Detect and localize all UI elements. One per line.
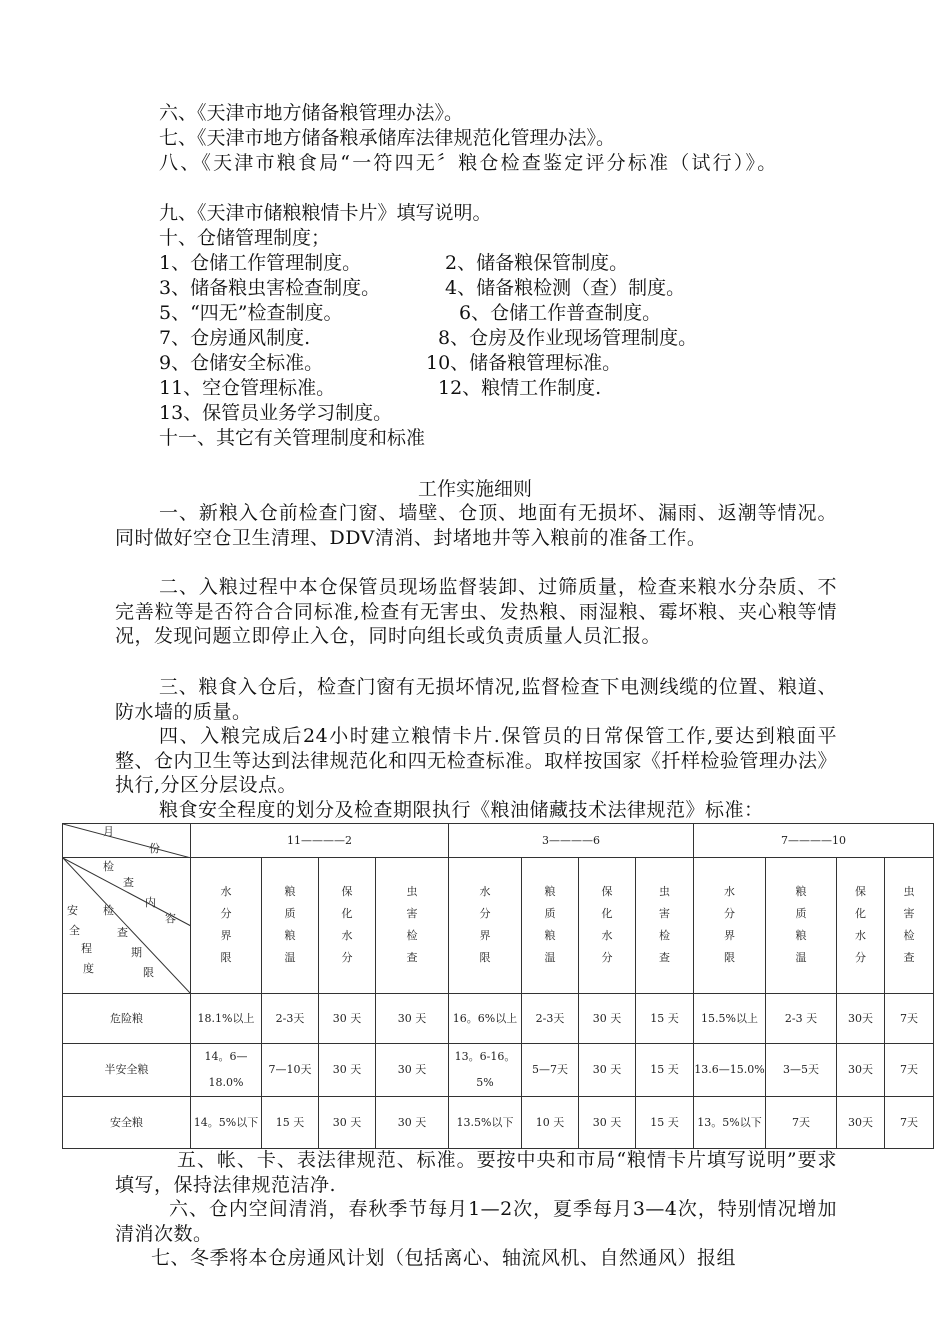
corner-xian: 限 xyxy=(143,966,154,979)
row-label: 危险粮 xyxy=(63,994,191,1044)
table-cell: 15 天 xyxy=(636,1097,694,1149)
table-row xyxy=(63,1044,934,1097)
paragraph-7: 七、冬季将本仓房通风计划（包括离心、轴流风机、自然通风）报组 xyxy=(151,1247,737,1269)
table-cell: 3—5天 xyxy=(766,1044,837,1097)
paragraph-4: 四、入粮完成后24小时建立粮情卡片.保管员的日常保管工作,要达到粮面平整、仓内卫生等达到法律规范化和四无检查标准。取样按国家《扦样检验管理办法》执行,分区分层设点。 xyxy=(115,725,837,796)
subhead-quality: 粮质粮温 xyxy=(262,858,319,994)
corner-diagonal xyxy=(63,824,191,858)
table-cell: 18.1%以上 xyxy=(191,994,262,1044)
subhead-baohua: 保化水分 xyxy=(579,858,636,994)
sub-item-9: 9、仓储安全标准。 xyxy=(159,352,324,374)
subhead-pest: 虫害检查 xyxy=(376,858,449,994)
corner-month: 月 xyxy=(103,825,114,838)
row-label: 半安全粮 xyxy=(63,1044,191,1097)
paragraph-3: 三、粮食入仓后，检查门窗有无损坏情况,监督检查下电测线缆的位置、粮道、防水墙的质量。 xyxy=(115,676,837,723)
table-cell: 30 天 xyxy=(319,1097,376,1149)
table-cell: 14。5%以下 xyxy=(191,1097,262,1149)
table-cell: 13。5%以下 xyxy=(694,1097,766,1149)
table-cell: 5—7天 xyxy=(522,1044,579,1097)
paragraph-6: 六、仓内空间清消，春秋季节每月1—2次，夏季每月3—4次，特别情况增加清消次数。 xyxy=(115,1198,837,1245)
list-item-9: 九、《天津市储粮粮情卡片》填写说明。 xyxy=(159,202,492,224)
paragraph-1: 一、新粮入仓前检查门窗、墙壁、仓顶、地面有无损坏、漏雨、返潮等情况。同时做好空仓卫生清理、DDV清消、封堵地井等入粮前的准备工作。 xyxy=(115,502,837,549)
corner-anquan: 安 xyxy=(67,904,78,917)
table-cell: 30 天 xyxy=(579,1097,636,1149)
sub-item-8: 8、仓房及作业现场管理制度。 xyxy=(438,327,698,349)
sub-item-2: 2、储备粮保管制度。 xyxy=(445,252,629,274)
paragraph-2: 二、入粮过程中本仓保管员现场监督装卸、过筛质量，检查来粮水分杂质、不完善粒等是否符合合同标准,检查有无害虫、发热粮、雨湿粮、霉坏粮、夹心粮等情况，发现问题立即停止入仓，同时向组长或负责质量人员汇报。 xyxy=(115,576,837,647)
subhead-baohua: 保化水分 xyxy=(837,858,885,994)
table-cell: 2-3天 xyxy=(522,994,579,1044)
list-item-10: 十、仓储管理制度； xyxy=(159,227,331,249)
table-cell: 30 天 xyxy=(319,994,376,1044)
paragraph-4b: 粮食安全程度的划分及检查期限执行《粮油储藏技术法律规范》标准： xyxy=(159,799,764,821)
subhead-pest: 虫害检查 xyxy=(636,858,694,994)
sub-item-11: 11、空仓管理标准。 xyxy=(159,377,336,399)
list-item-7: 七、《天津市地方储备粮承储库法律规范化管理办法》。 xyxy=(159,127,616,149)
table-cell: 7天 xyxy=(885,1097,934,1149)
corner-rong: 容 xyxy=(165,912,176,925)
list-item-11: 十一、其它有关管理制度和标准 xyxy=(159,427,426,449)
table-cell: 2-3天 xyxy=(262,994,319,1044)
subhead-quality: 粮质粮温 xyxy=(522,858,579,994)
corner-du: 度 xyxy=(83,962,94,975)
table-cell: 15 天 xyxy=(636,1044,694,1097)
table-row xyxy=(63,994,934,1044)
table-cell: 7天 xyxy=(885,1044,934,1097)
sub-item-6: 6、仓储工作普查制度。 xyxy=(459,302,662,324)
sub-item-10: 10、储备粮管理标准。 xyxy=(426,352,622,374)
corner-cheng: 程 xyxy=(81,942,92,955)
table-corner-top xyxy=(63,824,191,858)
list-item-8: 八、《天津市粮食局“一符四无〞粮仓检查鉴定评分标准（试行）》。 xyxy=(159,152,779,174)
corner-jian2: 检 xyxy=(103,904,114,917)
table-cell: 15.5%以上 xyxy=(694,994,766,1044)
table-cell: 30 天 xyxy=(376,1097,449,1149)
table-cell: 7—10天 xyxy=(262,1044,319,1097)
table-cell: 13.5%以下 xyxy=(449,1097,522,1149)
table-cell: 10 天 xyxy=(522,1097,579,1149)
subhead-water: 水分界限 xyxy=(449,858,522,994)
subhead-quality: 粮质粮温 xyxy=(766,858,837,994)
sub-item-12: 12、粮情工作制度. xyxy=(438,377,602,399)
sub-item-1: 1、仓储工作管理制度。 xyxy=(159,252,362,274)
corner-cha: 查 xyxy=(123,876,134,889)
table-cell: 30 天 xyxy=(376,994,449,1044)
table-cell: 2-3 天 xyxy=(766,994,837,1044)
table-cell: 30天 xyxy=(837,1097,885,1149)
table-cell: 30 天 xyxy=(579,1044,636,1097)
grain-safety-table xyxy=(62,823,934,1149)
sub-item-4: 4、储备粮检测（查）制度。 xyxy=(445,277,686,299)
table-cell: 30天 xyxy=(837,994,885,1044)
table-cell: 7天 xyxy=(766,1097,837,1149)
sub-item-3: 3、储备粮虫害检查制度。 xyxy=(159,277,381,299)
corner-nei: 内 xyxy=(145,896,156,909)
table-cell: 30 天 xyxy=(376,1044,449,1097)
period-header-1: 11————2 xyxy=(191,824,449,858)
period-header-2: 3————6 xyxy=(449,824,694,858)
subhead-baohua: 保化水分 xyxy=(319,858,376,994)
corner-jian: 检 xyxy=(103,860,114,873)
paragraph-5: 五、帐、卡、表法律规范、标准。要按中央和市局“粮情卡片填写说明”要求填写，保持法律规范洁净. xyxy=(115,1149,837,1196)
sub-item-7: 7、仓房通风制度. xyxy=(159,327,311,349)
table-cell: 30 天 xyxy=(319,1044,376,1097)
sub-item-13: 13、保管员业务学习制度。 xyxy=(159,402,393,424)
period-header-3: 7————10 xyxy=(694,824,934,858)
corner-fen: 份 xyxy=(149,842,160,855)
table-cell: 7天 xyxy=(885,994,934,1044)
table-row xyxy=(63,1097,934,1149)
section-title: 工作实施细则 xyxy=(417,478,532,500)
table-cell: 30 天 xyxy=(579,994,636,1044)
subhead-water: 水分界限 xyxy=(191,858,262,994)
subhead-pest: 虫害检查 xyxy=(885,858,934,994)
table-cell: 30天 xyxy=(837,1044,885,1097)
corner-cha2: 查 xyxy=(117,926,128,939)
subhead-water: 水分界限 xyxy=(694,858,766,994)
table-cell: 14。6—18.0% xyxy=(191,1044,262,1097)
table-cell: 15 天 xyxy=(636,994,694,1044)
row-label: 安全粮 xyxy=(63,1097,191,1149)
table-cell: 16。6%以上 xyxy=(449,994,522,1044)
table-cell: 13。6-16。5% xyxy=(449,1044,522,1097)
list-item-6: 六、《天津市地方储备粮管理办法》。 xyxy=(159,102,464,124)
table-corner-bottom xyxy=(63,858,191,994)
corner-qi: 期 xyxy=(131,946,142,959)
table-cell: 13.6—15.0% xyxy=(694,1044,766,1097)
sub-item-5: 5、“四无”检查制度。 xyxy=(159,302,343,324)
corner-quan: 全 xyxy=(69,924,80,937)
table-cell: 15 天 xyxy=(262,1097,319,1149)
